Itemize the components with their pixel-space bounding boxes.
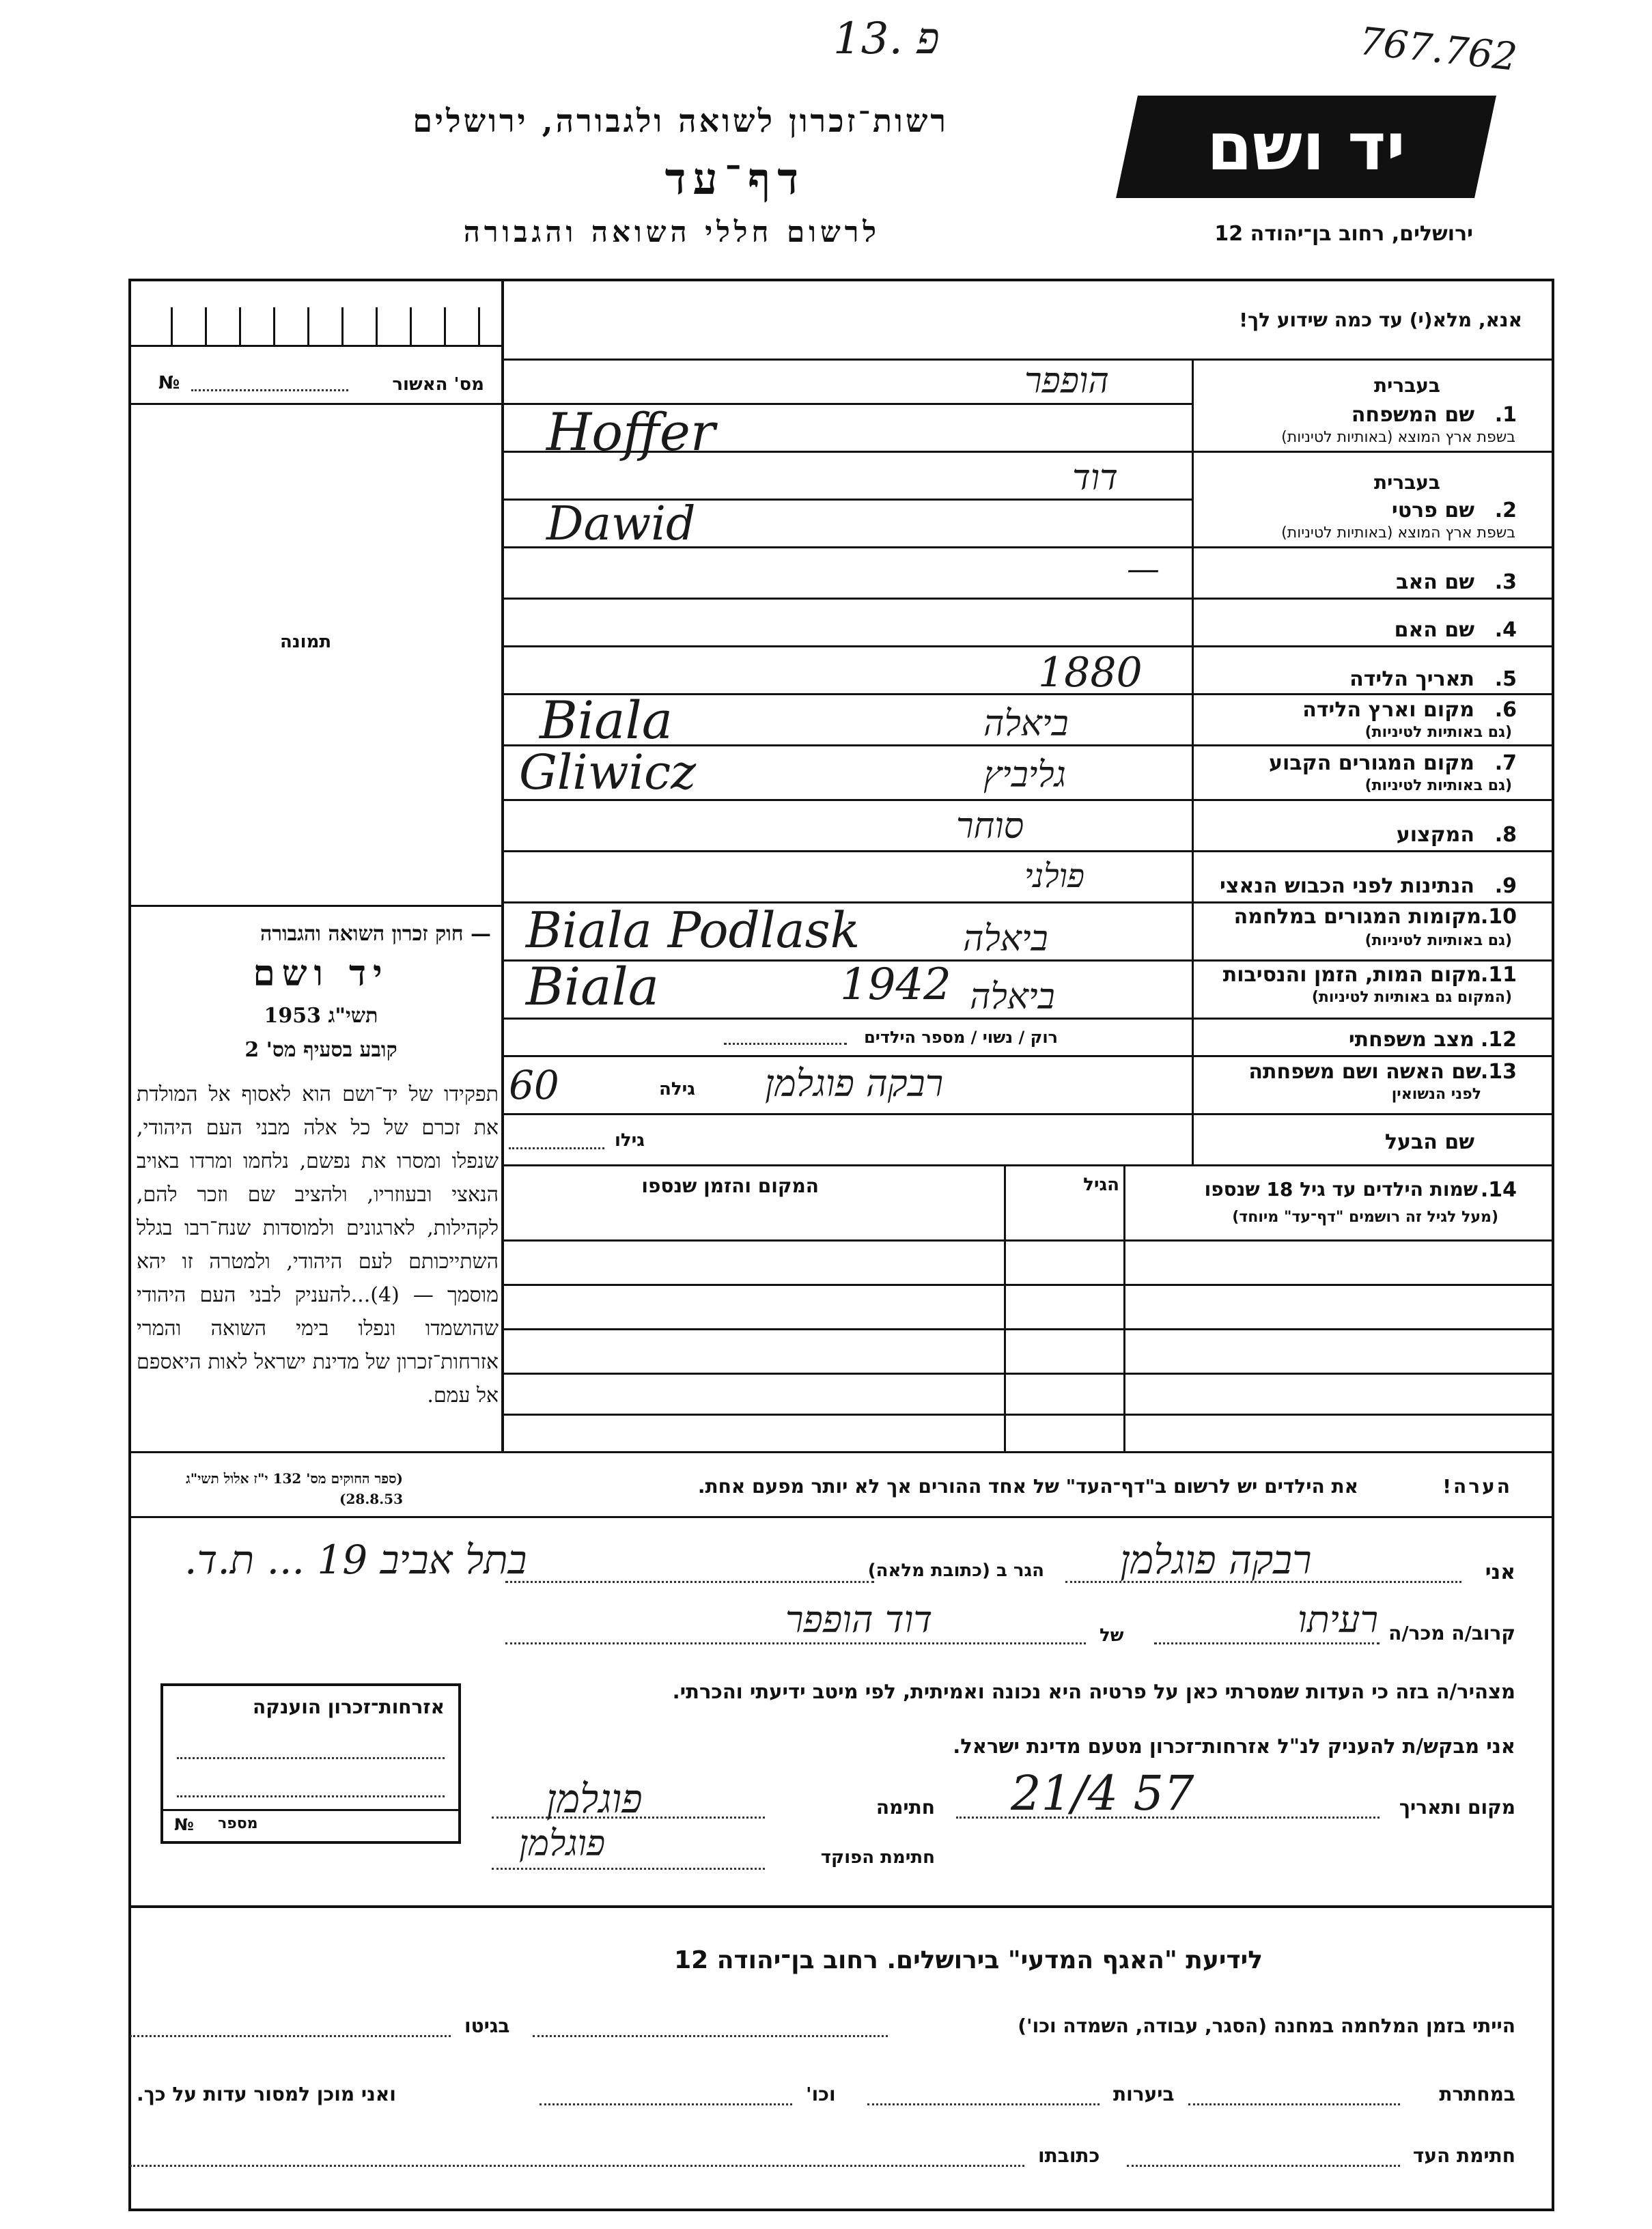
- field-6-value-latin[interactable]: Biala: [540, 690, 673, 751]
- approval-label: מס' האשור: [392, 374, 484, 395]
- decl-statement: מצהיר/ה בזה כי העדות שמסרתי כאן על פרטיה היא נכונה ואמיתית, לפי מיטב ידיעתי והכרתי.: [672, 1680, 1515, 1703]
- tick: [171, 307, 173, 345]
- citizenship-title: אזרחות־זכרון הוענקה: [253, 1696, 445, 1718]
- field-8-label: המקצוע: [1396, 823, 1474, 847]
- bottom-etc-line[interactable]: [540, 2103, 792, 2105]
- tick-strip-bottom: [128, 345, 501, 347]
- field-1-value-hebrew[interactable]: הופפר: [1024, 361, 1109, 402]
- approval-divider: [128, 403, 501, 405]
- children-header-names: שמות הילדים עד גיל 18 שנספו: [1204, 1178, 1478, 1201]
- field-11-value-year[interactable]: 1942: [840, 959, 951, 1010]
- field-11-label: מקום המות, הזמן והנסיבות: [1222, 963, 1481, 987]
- decl-request: אני מבקש/ת להעניק לנ"ל אזרחות־זכרון מטעם מדינת ישראל.: [953, 1735, 1515, 1758]
- decl-address-line[interactable]: [505, 1581, 874, 1583]
- field-2-sub-latin: בשפת ארץ המוצא (באותיות לטיניות): [1281, 524, 1515, 542]
- children-row-line: [501, 1414, 1554, 1416]
- bottom-line1-end: בגיטו: [464, 2015, 510, 2037]
- row-line: [501, 959, 1554, 962]
- field-1-sub-hebrew: בעברית: [1373, 374, 1440, 397]
- children-row-line: [501, 1328, 1554, 1330]
- field-11-value-latin[interactable]: Biala: [526, 956, 660, 1017]
- bottom-address-line[interactable]: [130, 2165, 1024, 2167]
- field-10-value-hebrew[interactable]: ביאלה: [963, 919, 1048, 959]
- decl-relative-label: קרוב/ה מכר/ה: [1388, 1622, 1515, 1644]
- tick: [307, 307, 309, 345]
- bottom-heading: לידיעת "האגף המדעי" בירושלים. רחוב בן־יהודה 12: [674, 1946, 1263, 1974]
- children-header-sub: (מעל לגיל זה רושמים "דף־עד" מיוחד): [1232, 1209, 1498, 1226]
- bottom-line3-end: כתובתו: [1038, 2144, 1100, 2167]
- decl-place-date-label: מקום ותאריך: [1399, 1796, 1515, 1819]
- law-text: תפקידו של יד־ושם הוא לאסוף אל המולדת את זכרם של כל אלה מבני העם היהודי, שנפלו ומסרו את נפשם, נלחמו ומרדו באויב הנאצי ובעוזריו, ולהציב שם וזכר להם, לקהילות, לארגונים ולמוסדות שנח־רבו בגלל השתייכותם לעם היהודי, ולמטרה זו יהא מוסמך — (4)...להעניק לבני העם היהודי שהושמדו ונפלו בימי השואה והמרי אזרחות־זכרון של מדינת ישראל לאות היאספם אל עמם.: [137, 1082, 499, 1407]
- decl-of-label: של: [1100, 1625, 1124, 1646]
- field-7-value-hebrew[interactable]: גליביץ: [983, 755, 1066, 796]
- tick: [444, 307, 446, 345]
- logo-text: יד ושם: [1207, 109, 1405, 185]
- note-label: הערה!: [1442, 1475, 1512, 1498]
- children-col-divider: [1123, 1164, 1125, 1451]
- decl-signature-line[interactable]: [492, 1817, 765, 1819]
- row-line: [501, 1113, 1554, 1115]
- field-4-label: שם האם: [1394, 618, 1474, 642]
- tick: [205, 307, 207, 345]
- wife-age-label: גילה: [659, 1079, 695, 1099]
- citizenship-box: [160, 1683, 461, 1844]
- field-8-num: 8.: [1494, 823, 1517, 847]
- husband-label: שם הבעל: [1384, 1130, 1474, 1154]
- field-10-sub: (גם באותיות לטיניות): [1364, 932, 1512, 949]
- decl-date-line[interactable]: [956, 1817, 1380, 1819]
- children-col-divider: [1004, 1164, 1006, 1451]
- field-5-value[interactable]: 1880: [1038, 649, 1143, 697]
- field-2-num: 2.: [1494, 499, 1517, 522]
- page-mark: 13. פ: [833, 14, 940, 64]
- tick: [239, 307, 241, 345]
- field-6-value-hebrew[interactable]: ביאלה: [983, 703, 1069, 744]
- children-num: 14.: [1480, 1178, 1517, 1202]
- field-12-label: מצב משפחתי: [1348, 1028, 1474, 1052]
- bottom-line3-start: חתימת העד: [1412, 2144, 1515, 2167]
- note-bottom: [128, 1516, 1554, 1518]
- tick: [341, 307, 344, 345]
- field-9-num: 9.: [1494, 874, 1517, 898]
- field-13-num: 13.: [1480, 1060, 1517, 1084]
- children-row-line: [501, 1373, 1554, 1375]
- children-row-line: [501, 1284, 1554, 1286]
- bottom-camp-line[interactable]: [533, 2035, 888, 2037]
- field-3-value[interactable]: —: [1127, 550, 1160, 588]
- field-11-num: 11.: [1480, 963, 1517, 987]
- note-text: את הילדים יש לרשום ב"דף־העד" של אחד ההורים אך לא יותר מפעם אחת.: [697, 1475, 1358, 1498]
- decl-relation-value[interactable]: רעיתו: [1298, 1598, 1378, 1641]
- bottom-line2-mid1: ביערות: [1113, 2083, 1175, 2105]
- photo-bottom-line: [128, 905, 501, 907]
- children-header-place: המקום והזמן שנספו: [641, 1175, 819, 1197]
- children-table-bottom: [128, 1451, 1554, 1453]
- citizenship-number-bar: [163, 1809, 458, 1841]
- field-13-sub: לפני הנשואין: [1391, 1086, 1481, 1103]
- decl-name-line[interactable]: [1065, 1581, 1461, 1583]
- field-9-value[interactable]: פולני: [1024, 857, 1085, 895]
- law-clause: קובע בסעיף מס' 2: [244, 1038, 397, 1062]
- decl-ani: אני: [1485, 1560, 1515, 1584]
- law-reference: (ספר החוקים מס' 132 י"ז אלול תשי"ג 28.8.53): [186, 1470, 403, 1507]
- decl-signature-label: חתימה: [876, 1796, 935, 1819]
- bottom-forests-line[interactable]: [867, 2103, 1100, 2105]
- decl-signature-value[interactable]: פוגלמן: [546, 1776, 643, 1822]
- reference-number: 767.762: [1357, 19, 1520, 80]
- field-10-label: מקומות המגורים במלחמה: [1233, 905, 1481, 929]
- row-line: [501, 645, 1554, 647]
- field-12-options[interactable]: רוק / נשוי / מספר הילדים: [864, 1028, 1058, 1047]
- children-header-age: הגיל: [1083, 1175, 1119, 1195]
- field-12-num: 12.: [1480, 1028, 1517, 1052]
- field-13-value[interactable]: רבקה פוגלמן: [765, 1062, 944, 1105]
- wife-age-value[interactable]: 60: [509, 1062, 559, 1108]
- decl-resides-label: הגר ב (כתובת מלאה): [867, 1560, 1044, 1581]
- field-10-value-latin[interactable]: Biala Podlask: [526, 901, 860, 959]
- row-line: [501, 1055, 1554, 1057]
- bottom-ghetto-line[interactable]: [130, 2035, 451, 2037]
- tick: [273, 307, 275, 345]
- instruction: אנא, מלא(י) עד כמה שידוע לך!: [1239, 309, 1522, 331]
- field-3-label: שם האב: [1396, 570, 1474, 594]
- children-row-line: [501, 1239, 1554, 1242]
- field-2-sub-hebrew: בעברית: [1373, 471, 1440, 494]
- field-5-num: 5.: [1494, 667, 1517, 691]
- yad-vashem-logo: [1116, 96, 1496, 198]
- decl-relation-line[interactable]: [1154, 1642, 1380, 1644]
- law-title: — חוק זכרון השואה והגבורה: [260, 922, 491, 946]
- decl-address-value[interactable]: בתל אביב 19 ... ת.ד.: [184, 1537, 527, 1583]
- no-sign: №: [158, 373, 180, 393]
- bottom-line2-start: במחתרת: [1439, 2083, 1515, 2105]
- bottom-section-divider: [128, 1905, 1554, 1908]
- field-2-value-latin[interactable]: Dawid: [546, 497, 696, 551]
- field-7-label: מקום המגורים הקבוע: [1269, 751, 1474, 775]
- field-2-value-hebrew[interactable]: דוד: [1072, 458, 1118, 499]
- field-8-value[interactable]: סוחר: [956, 806, 1024, 847]
- tick: [376, 307, 378, 345]
- decl-name-value[interactable]: רבקה פוגלמן: [1120, 1537, 1312, 1583]
- field-6-num: 6.: [1494, 698, 1517, 722]
- authority-line: רשות־זכרון לשואה ולגבורה, ירושלים: [412, 102, 949, 139]
- field-7-num: 7.: [1494, 751, 1517, 775]
- field-1-value-latin[interactable]: Hoffer: [546, 402, 716, 462]
- husband-age-line[interactable]: [509, 1147, 604, 1149]
- field-1-label: שם המשפחה: [1351, 403, 1474, 427]
- children-count-line[interactable]: [724, 1043, 847, 1045]
- field-9-label: הנתינות לפני הכבוש הנאצי: [1220, 874, 1474, 898]
- tick: [478, 307, 480, 345]
- form-subtitle: לרשום חללי השואה והגבורה: [463, 215, 880, 249]
- bottom-underground-line[interactable]: [1188, 2103, 1400, 2105]
- field-3-num: 3.: [1494, 570, 1517, 594]
- citizenship-number-label: מספר: [218, 1815, 258, 1832]
- field-10-num: 10.: [1480, 905, 1517, 929]
- field-7-sub: (גם באותיות לטיניות): [1364, 777, 1512, 794]
- field-5-label: תאריך הלידה: [1349, 667, 1474, 691]
- field-13-label: שם האשה ושם משפחתה: [1248, 1060, 1481, 1084]
- bottom-line1-start: הייתי בזמן המלחמה במחנה (הסגר, עבודה, השמדה וכו'): [1018, 2015, 1515, 2037]
- husband-age-label: גילו: [615, 1130, 645, 1151]
- field-6-label: מקום וארץ הלידה: [1302, 698, 1474, 722]
- decl-officer-label: חתימת הפוקד: [820, 1847, 935, 1868]
- citizenship-no-sign: №: [174, 1815, 194, 1834]
- field-2-label: שם פרטי: [1391, 499, 1474, 522]
- decl-officer-value[interactable]: פוגלמן: [519, 1823, 606, 1864]
- bottom-line2-mid2: וכו': [806, 2083, 836, 2105]
- tick: [410, 307, 412, 345]
- field-4-num: 4.: [1494, 618, 1517, 642]
- bottom-witness-signature-line[interactable]: [1127, 2165, 1400, 2167]
- field-11-value-hebrew[interactable]: ביאלה: [970, 977, 1055, 1018]
- row-line: [501, 598, 1554, 600]
- row-line: [501, 850, 1554, 852]
- field-1-sub-latin: בשפת ארץ המוצא (באותיות לטיניות): [1281, 429, 1515, 446]
- field-1-num: 1.: [1494, 403, 1517, 427]
- labels-divider: [1192, 359, 1194, 1164]
- decl-of-line[interactable]: [505, 1642, 1086, 1644]
- header-address: ירושלים, רחוב בן־יהודה 12: [1214, 222, 1473, 246]
- field-11-sub: (המקום גם באותיות לטיניות): [1311, 989, 1512, 1006]
- decl-date-value[interactable]: 21/4 57: [1011, 1765, 1194, 1821]
- bottom-line2-end: ואני מוכן למסור עדות על כך.: [137, 2083, 396, 2105]
- citizenship-row-2[interactable]: [177, 1795, 445, 1797]
- law-name: יד ושם: [253, 953, 389, 994]
- row-line: [501, 1164, 1554, 1166]
- law-year: תשי"ג 1953: [264, 1004, 378, 1028]
- row-line: [501, 1018, 1554, 1020]
- form-title: דף־עד: [664, 154, 805, 205]
- field-6-sub: (גם באותיות לטיניות): [1364, 724, 1512, 741]
- left-column-divider: [501, 279, 504, 1453]
- citizenship-row-1[interactable]: [177, 1757, 445, 1759]
- field-7-value-latin[interactable]: Gliwicz: [519, 744, 697, 800]
- approval-number-line[interactable]: [191, 389, 348, 391]
- decl-of-value[interactable]: דוד הופפר: [785, 1598, 933, 1641]
- photo-label: תמונה: [280, 632, 332, 652]
- decl-officer-line[interactable]: [492, 1868, 765, 1870]
